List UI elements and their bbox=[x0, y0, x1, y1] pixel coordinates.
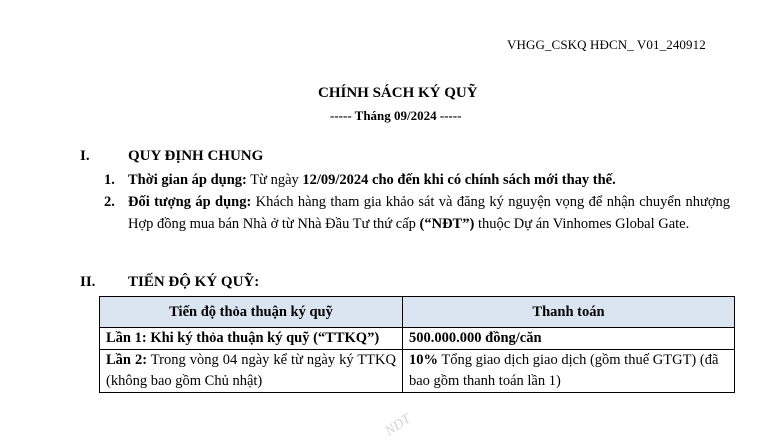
table-header-payment: Thanh toán bbox=[403, 297, 735, 328]
deposit-schedule-table bbox=[99, 296, 735, 393]
table-cell-payment: 500.000.000 đồng/căn bbox=[403, 328, 735, 350]
table-header-row bbox=[100, 297, 735, 328]
table-header-schedule: Tiến độ thỏa thuận ký quỹ bbox=[100, 297, 403, 328]
document-code: VHGG_CSKQ HĐCN_ V01_240912 bbox=[507, 37, 706, 52]
table-cell-schedule: Lần 1: Khi ký thỏa thuận ký quỹ (“TTKQ”) bbox=[100, 328, 403, 350]
table-cell-payment: 10% Tổng giao dịch giao dịch (gồm thuế GTGT) (đã bao gồm thanh toán lần 1) bbox=[403, 350, 735, 393]
table-cell-schedule: Lần 2: Trong vòng 04 ngày kể từ ngày ký TTKQ (không bao gồm Chủ nhật) bbox=[100, 350, 403, 393]
table-row bbox=[100, 350, 735, 393]
document-subtitle: ----- Tháng 09/2024 ----- bbox=[330, 108, 462, 123]
watermark: NĐT bbox=[382, 411, 414, 440]
table-row bbox=[100, 328, 735, 350]
